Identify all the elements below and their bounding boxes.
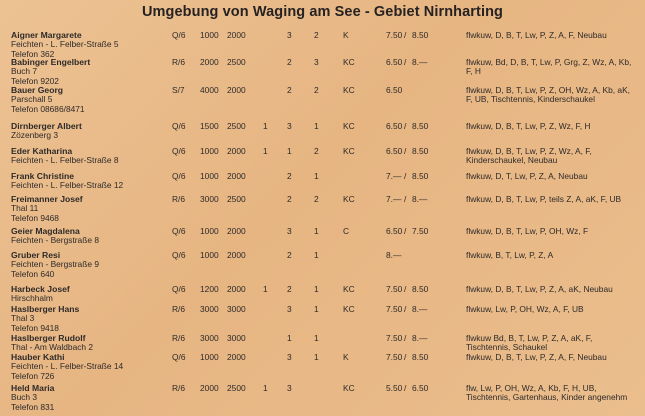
- rate-1: 8.—: [386, 250, 402, 260]
- rate-1: 6.50: [386, 146, 403, 156]
- price-b: 3000: [227, 304, 246, 314]
- count-3: 1: [314, 226, 319, 236]
- host-name: Haslberger Rudolf: [11, 333, 86, 343]
- page-title: Umgebung von Waging am See - Gebiet Nirnharting: [141, 4, 504, 20]
- host-address-line: Thal - Am Waldbach 2: [11, 342, 94, 353]
- count-2: 2: [287, 85, 292, 95]
- code: KC: [343, 146, 355, 156]
- host-address-line: Feichten - L. Felber-Straße 5: [11, 39, 119, 50]
- price-b: 2000: [227, 250, 246, 260]
- rate-1: 5.50: [386, 383, 403, 393]
- code: KC: [343, 194, 355, 204]
- price-a: 3000: [200, 194, 219, 204]
- price-b: 2000: [227, 226, 246, 236]
- price-a: 1000: [200, 250, 219, 260]
- category: R/6: [172, 383, 186, 393]
- host-address-line: Feichten - Bergstraße 8: [11, 235, 99, 246]
- features: flwkuw, D, B, T, Lw, P, teils Z, A, aK, F, UB: [466, 194, 622, 204]
- count-3: 1: [314, 121, 319, 131]
- host-name: Hauber Kathi: [11, 352, 65, 362]
- category: Q/6: [172, 352, 186, 362]
- features: flwkuw, D, B, T, Lw, P, Z, Wz, F, H: [466, 121, 591, 131]
- host-address-line: Telefon 726: [11, 370, 55, 381]
- count-3: 2: [314, 85, 319, 95]
- host-address-line: Feichten - L. Felber-Straße 12: [11, 180, 124, 191]
- count-3: 1: [314, 250, 319, 260]
- price-b: 2500: [227, 194, 246, 204]
- code: KC: [343, 85, 355, 95]
- host-name: Geier Magdalena: [11, 226, 80, 236]
- host-name: Frank Christine: [11, 171, 75, 181]
- count-3: 3: [314, 57, 319, 67]
- count-1: 1: [263, 383, 268, 393]
- rate-2: 8.—: [412, 57, 428, 67]
- rate-separator: /: [404, 352, 407, 362]
- price-b: 2500: [227, 383, 246, 393]
- features: flwkuw, D, B, T, Lw, P, OH, Wz, F: [466, 226, 589, 236]
- count-1: 1: [263, 146, 268, 156]
- count-3: 1: [314, 352, 319, 362]
- rate-2: 8.—: [412, 304, 428, 314]
- host-name: Freimanner Josef: [11, 194, 83, 204]
- count-3: 1: [314, 284, 319, 294]
- price-b: 2000: [227, 284, 246, 294]
- rate-separator: /: [404, 333, 407, 343]
- host-address-line: Parschall 5: [11, 94, 53, 105]
- rate-separator: /: [404, 194, 407, 204]
- host-address-line: Telefon 9202: [11, 75, 59, 86]
- code: KC: [343, 121, 355, 131]
- rate-separator: /: [404, 146, 407, 156]
- count-3: 2: [314, 30, 319, 40]
- rate-2: 8.50: [412, 284, 429, 294]
- host-address-line: Feichten - L. Felber-Straße 8: [11, 155, 119, 166]
- features: flwkuw, D, B, T, Lw, P, Z, OH, Wz, A, Kb, aK, F, UB, Tischtennis, Kinderschaukel: [466, 85, 630, 105]
- host-address-line: Feichten - L. Felber-Straße 14: [11, 361, 124, 372]
- code: KC: [343, 383, 355, 393]
- host-address-line: Telefon 831: [11, 401, 55, 412]
- features: flwkuw, Lw, P, OH, Wz, A, F, UB: [466, 304, 584, 314]
- category: Q/6: [172, 250, 186, 260]
- rate-1: 7.—: [386, 171, 402, 181]
- category: Q/6: [172, 284, 186, 294]
- count-2: 3: [287, 121, 292, 131]
- count-2: 3: [287, 304, 292, 314]
- count-2: 3: [287, 226, 292, 236]
- rate-separator: /: [404, 226, 407, 236]
- price-a: 1000: [200, 171, 219, 181]
- count-3: 1: [314, 333, 319, 343]
- price-b: 2500: [227, 57, 246, 67]
- features: flwkuw, B, T, Lw, P, Z, A: [466, 250, 554, 260]
- price-a: 2000: [200, 57, 219, 67]
- code: KC: [343, 284, 355, 294]
- count-1: 1: [263, 121, 268, 131]
- count-3: 1: [314, 171, 319, 181]
- host-address-line: Telefon 362: [11, 48, 55, 59]
- price-b: 2000: [227, 352, 246, 362]
- code: K: [343, 30, 349, 40]
- rate-separator: /: [404, 30, 407, 40]
- rate-separator: /: [404, 171, 407, 181]
- host-name: Aigner Margarete: [11, 30, 82, 40]
- host-name: Haslberger Hans: [11, 304, 80, 314]
- rate-2: 8.—: [412, 333, 428, 343]
- price-b: 2000: [227, 30, 246, 40]
- features: flw, Lw, P, OH, Wz, A, Kb, F, H, UB, Tischtennis, Gartenhaus, Kinder angenehm: [466, 383, 628, 403]
- rate-2: 8.50: [412, 30, 429, 40]
- rate-separator: /: [404, 304, 407, 314]
- host-name: Harbeck Josef: [11, 284, 70, 294]
- price-b: 2000: [227, 171, 246, 181]
- code: KC: [343, 57, 355, 67]
- features: flwkuw, D, B, T, Lw, P, Z, A, aK, Neubau: [466, 284, 613, 294]
- category: R/6: [172, 57, 186, 67]
- rate-1: 7.50: [386, 352, 403, 362]
- features: flwkuw, D, B, T, Lw, P, Z, Wz, A, F, Kinderschaukel, Neubau: [466, 146, 592, 166]
- price-a: 1200: [200, 284, 219, 294]
- category: Q/6: [172, 30, 186, 40]
- price-a: 1500: [200, 121, 219, 131]
- features: flwkuw, D, T, Lw, P, Z, A, Neubau: [466, 171, 588, 181]
- category: S/7: [172, 85, 185, 95]
- category: R/6: [172, 304, 186, 314]
- rate-2: 8.50: [412, 171, 429, 181]
- host-address-line: Telefon 08686/8471: [11, 103, 85, 114]
- rate-1: 6.50: [386, 85, 403, 95]
- price-a: 3000: [200, 333, 219, 343]
- rate-2: 8.50: [412, 121, 429, 131]
- host-name: Eder Katharina: [11, 146, 73, 156]
- price-a: 1000: [200, 30, 219, 40]
- price-a: 4000: [200, 85, 219, 95]
- count-3: 2: [314, 194, 319, 204]
- count-2: 2: [287, 284, 292, 294]
- count-2: 3: [287, 383, 292, 393]
- host-address-line: Feichten - Bergstraße 9: [11, 259, 99, 270]
- category: Q/6: [172, 226, 186, 236]
- price-b: 2500: [227, 121, 246, 131]
- features: flwkuw Bd, B, T, Lw, P, Z, A, aK, F, Tischtennis, Schaukel: [466, 333, 593, 353]
- host-name: Held Maria: [11, 383, 55, 393]
- host-name: Bauer Georg: [11, 85, 64, 95]
- host-address-line: Telefon 9418: [11, 322, 59, 333]
- rate-1: 7.50: [386, 30, 403, 40]
- count-2: 2: [287, 171, 292, 181]
- price-a: 1000: [200, 352, 219, 362]
- price-a: 2000: [200, 383, 219, 393]
- rate-2: 8.50: [412, 352, 429, 362]
- rate-separator: /: [404, 57, 407, 67]
- rate-1: 6.50: [386, 121, 403, 131]
- price-a: 3000: [200, 304, 219, 314]
- rate-separator: /: [404, 383, 407, 393]
- price-a: 1000: [200, 146, 219, 156]
- rate-2: 7.50: [412, 226, 429, 236]
- count-2: 3: [287, 30, 292, 40]
- price-a: 1000: [200, 226, 219, 236]
- host-address-line: Buch 3: [11, 392, 38, 403]
- host-name: Babinger Engelbert: [11, 57, 91, 67]
- price-b: 2000: [227, 85, 246, 95]
- count-2: 3: [287, 352, 292, 362]
- host-address-line: Telefon 640: [11, 268, 55, 279]
- host-name: Dirnberger Albert: [11, 121, 82, 131]
- category: R/6: [172, 333, 186, 343]
- count-2: 1: [287, 333, 292, 343]
- host-name: Gruber Resi: [11, 250, 61, 260]
- features: flwkuw, D, B, T, Lw, P, Z, A, F, Neubau: [466, 30, 607, 40]
- category: Q/6: [172, 121, 186, 131]
- host-address-line: Thal 11: [11, 203, 39, 214]
- host-address-line: Thal 3: [11, 313, 35, 324]
- host-address-line: Buch 7: [11, 66, 38, 77]
- host-address-line: Zözenberg 3: [11, 130, 59, 141]
- code: C: [343, 226, 350, 236]
- rate-1: 7.—: [386, 194, 402, 204]
- rate-1: 7.50: [386, 304, 403, 314]
- count-3: 2: [314, 146, 319, 156]
- rate-1: 6.50: [386, 226, 403, 236]
- rate-2: 8.50: [412, 146, 429, 156]
- count-1: 1: [263, 284, 268, 294]
- code: KC: [343, 304, 355, 314]
- count-3: 1: [314, 304, 319, 314]
- features: flwkuw, Bd, D, B, T, Lw, P, Grg, Z, Wz, A, Kb, F, H: [466, 57, 632, 77]
- rate-2: 8.—: [412, 194, 428, 204]
- rate-1: 6.50: [386, 57, 403, 67]
- host-address-line: Telefon 9468: [11, 212, 59, 223]
- rate-separator: /: [404, 284, 407, 294]
- count-2: 1: [287, 146, 292, 156]
- category: Q/6: [172, 146, 186, 156]
- count-2: 2: [287, 57, 292, 67]
- category: Q/6: [172, 171, 186, 181]
- count-2: 2: [287, 250, 292, 260]
- rate-1: 7.50: [386, 284, 403, 294]
- price-b: 3000: [227, 333, 246, 343]
- host-address-line: Hirschhalm: [11, 293, 53, 304]
- features: flwkuw, D, B, T, Lw, P, Z, A, F, Neubau: [466, 352, 607, 362]
- rate-2: 6.50: [412, 383, 429, 393]
- count-2: 2: [287, 194, 292, 204]
- category: R/6: [172, 194, 186, 204]
- code: K: [343, 352, 349, 362]
- price-b: 2000: [227, 146, 246, 156]
- rate-separator: /: [404, 121, 407, 131]
- rate-1: 7.50: [386, 333, 403, 343]
